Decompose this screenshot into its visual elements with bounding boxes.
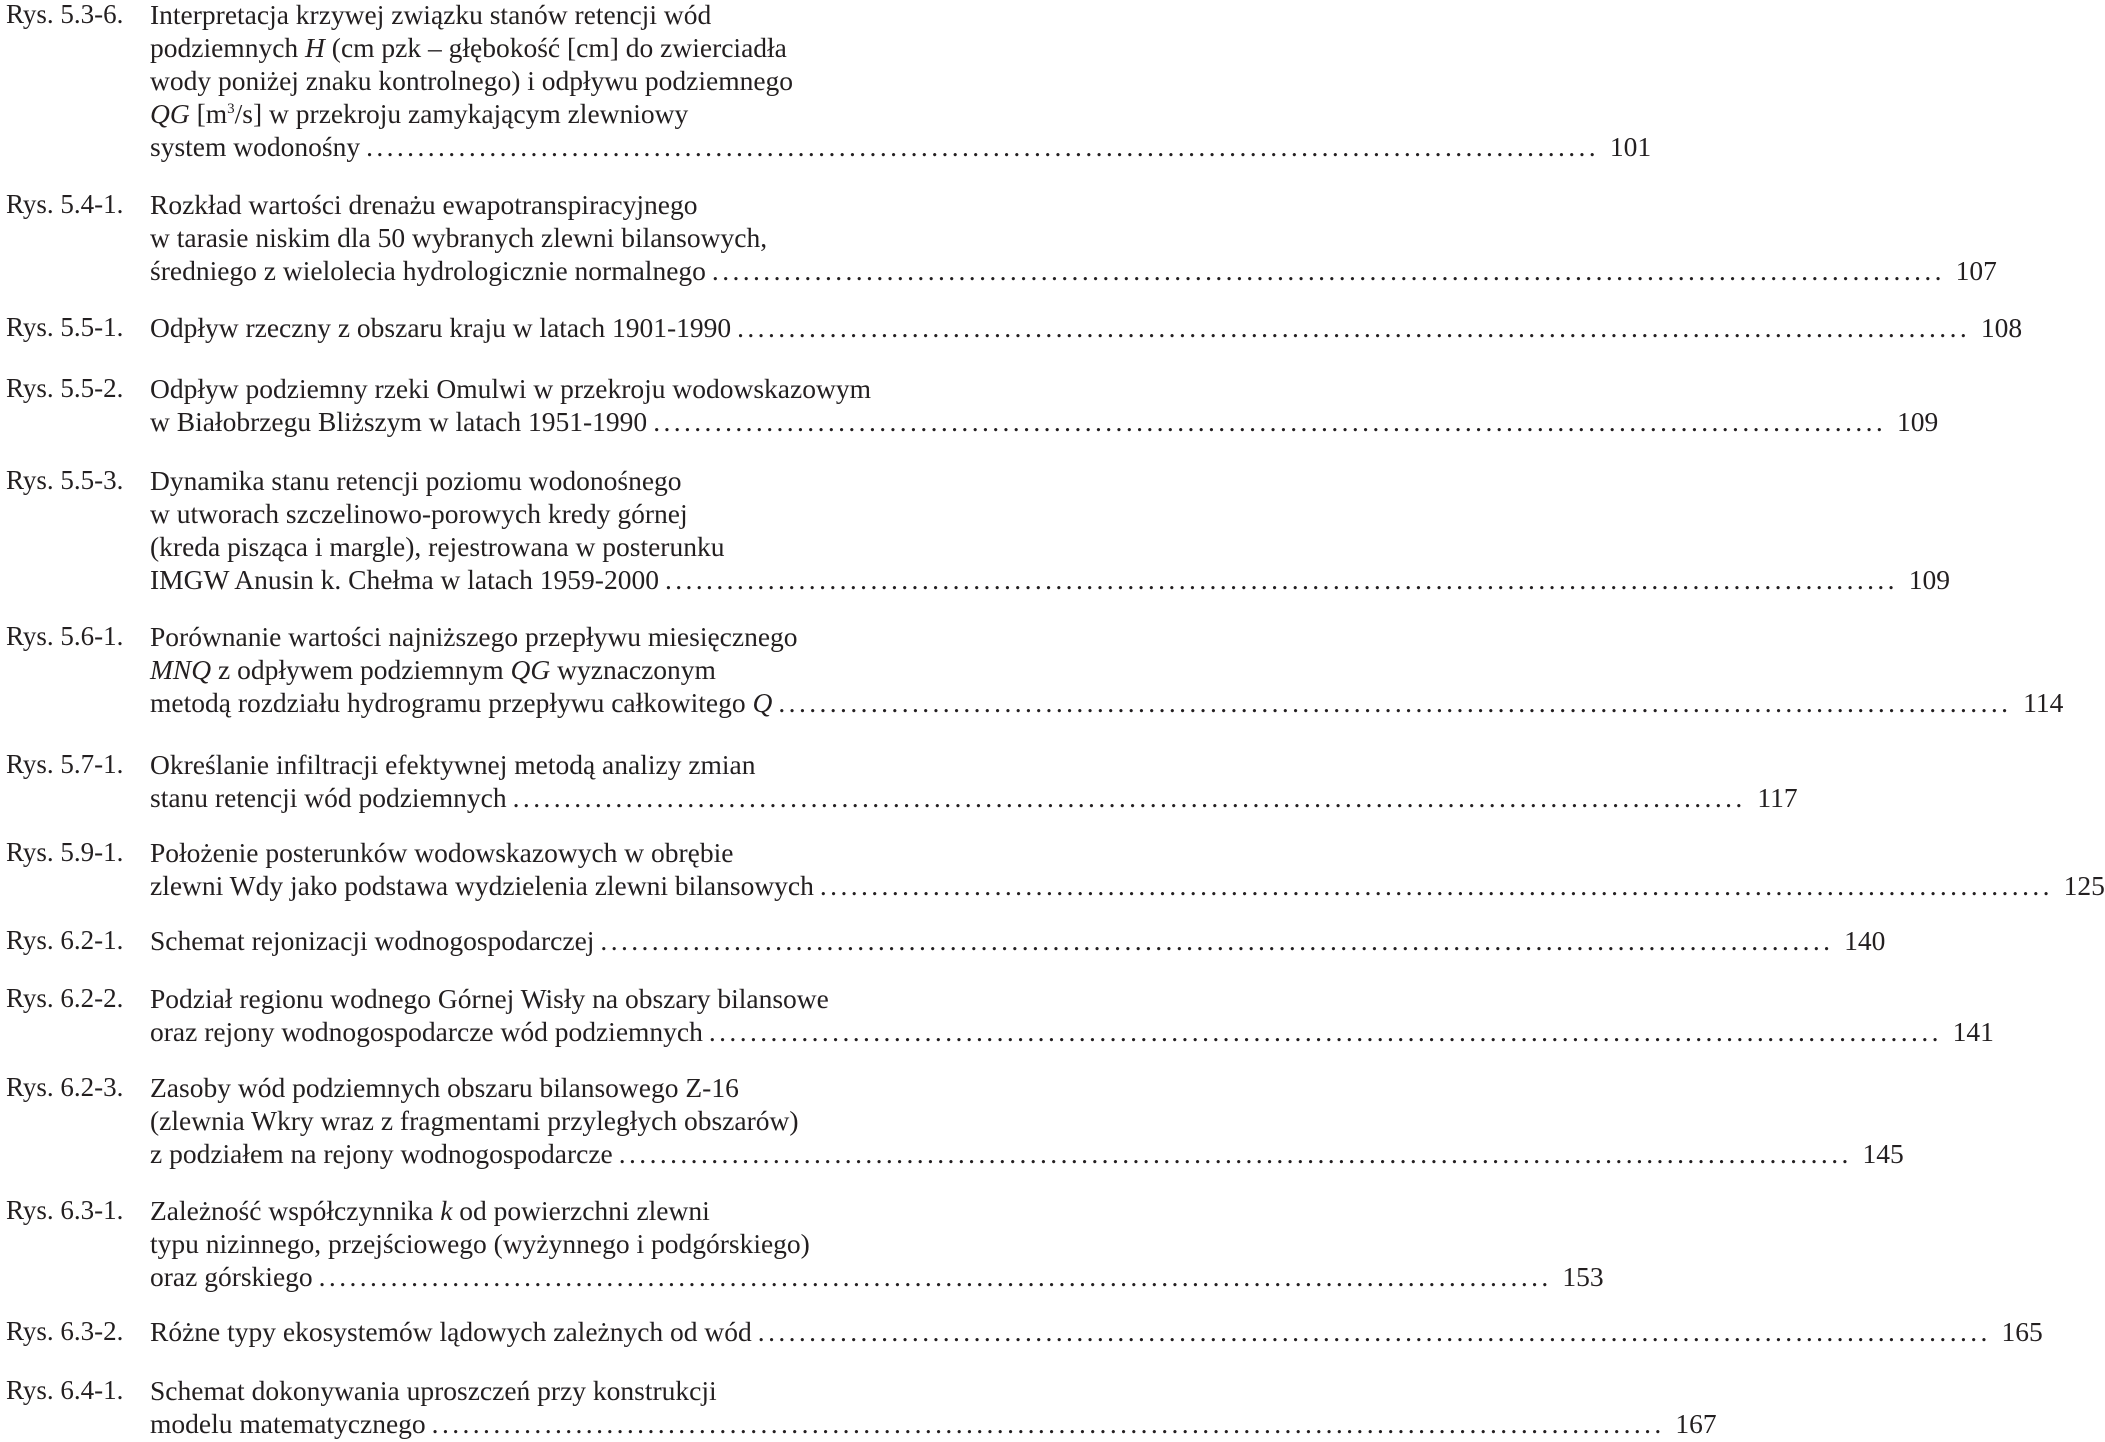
caption-line — [150, 1015, 1994, 1048]
figure-number: Rys. 5.4-1. — [6, 189, 124, 219]
dot-leader: ........................................................................................................................ — [711, 255, 1945, 286]
caption-text: stanu retencji wód podziemnych — [150, 782, 507, 813]
figure-number: Rys. 5.5-3. — [6, 465, 124, 495]
figure-caption — [150, 188, 1997, 287]
page-number: 125 — [2063, 870, 2105, 901]
caption-line: Określanie infiltracji efektywnej metodą analizy zmian — [150, 749, 756, 780]
figure-caption — [150, 1374, 1717, 1440]
dot-leader: ........................................................................................................................ — [819, 870, 2053, 901]
caption-line — [150, 563, 1950, 596]
figure-caption — [150, 372, 1939, 438]
caption-line: (zlewnia Wkry wraz z fragmentami przyległych obszarów) — [150, 1105, 799, 1136]
caption-line: podziemnych H (cm pzk – głębokość [cm] do zwierciadła — [150, 32, 787, 63]
page-number: 140 — [1844, 925, 1886, 956]
caption-text: Różne typy ekosystemów lądowych zależnych od wód — [150, 1316, 752, 1347]
page-number: 109 — [1896, 406, 1939, 437]
caption-line — [150, 254, 1997, 287]
caption-line — [150, 130, 1652, 163]
caption-line: Położenie posterunków wodowskazowych w obrębie — [150, 837, 734, 868]
page-number: 141 — [1952, 1016, 1994, 1047]
caption-line — [150, 686, 2064, 719]
caption-line — [150, 1315, 2043, 1348]
caption-line: wody poniżej znaku kontrolnego) i odpływu podziemnego — [150, 65, 794, 96]
caption-line: Rozkład wartości drenażu ewapotranspiracyjnego — [150, 189, 698, 220]
figure-number: Rys. 6.4-1. — [6, 1375, 124, 1405]
caption-line: w utworach szczelinowo-porowych kredy górnej — [150, 498, 688, 529]
figure-caption — [150, 1194, 1604, 1293]
caption-line — [150, 924, 1886, 957]
caption-line: MNQ z odpływem podziemnym QG wyznaczonym — [150, 654, 716, 685]
page-number: 145 — [1862, 1138, 1904, 1169]
page-number: 167 — [1675, 1408, 1717, 1439]
figure-number: Rys. 6.3-1. — [6, 1195, 124, 1225]
dot-leader: ........................................................................................................................ — [737, 312, 1971, 343]
caption-line — [150, 1260, 1604, 1293]
caption-line: w tarasie niskim dla 50 wybranych zlewni bilansowych, — [150, 222, 768, 253]
page-number: 101 — [1609, 131, 1652, 162]
figure-caption — [150, 1315, 2043, 1348]
figure-caption — [150, 311, 2023, 344]
figure-number: Rys. 6.2-2. — [6, 983, 124, 1013]
caption-text: modelu matematycznego — [150, 1408, 426, 1439]
caption-text: w Białobrzegu Bliższym w latach 1951-1990 — [150, 406, 648, 437]
figure-caption — [150, 836, 2105, 902]
caption-line: Dynamika stanu retencji poziomu wodonośnego — [150, 465, 682, 496]
page-number: 107 — [1955, 255, 1997, 286]
caption-text: średniego z wielolecia hydrologicznie normalnego — [150, 255, 706, 286]
caption-text: system wodonośny — [150, 131, 361, 162]
figure-caption — [150, 982, 1994, 1048]
dot-leader: ........................................................................................................................ — [431, 1408, 1665, 1439]
caption-line: Schemat dokonywania uproszczeń przy konstrukcji — [150, 1375, 717, 1406]
figure-caption — [150, 0, 1652, 163]
caption-text: z podziałem na rejony wodnogospodarcze — [150, 1138, 613, 1169]
caption-line: QG $[m^3/s]$ w przekroju zamykającym zlewniowy — [150, 98, 689, 129]
figure-number: Rys. 5.9-1. — [6, 837, 124, 867]
dot-leader: ........................................................................................................................ — [653, 406, 1887, 437]
dot-leader: ........................................................................................................................ — [757, 1316, 1991, 1347]
page-number: 153 — [1562, 1261, 1604, 1292]
dot-leader: ........................................................................................................................ — [708, 1016, 1942, 1047]
caption-text: metodą rozdziału hydrogramu przepływu całkowitego Q — [150, 687, 773, 718]
dot-leader: ........................................................................................................................ — [778, 687, 2012, 718]
figure-number: Rys. 6.3-2. — [6, 1316, 124, 1346]
caption-line: (kreda pisząca i margle), rejestrowana w posterunku — [150, 531, 725, 562]
figure-number: Rys. 5.3-6. — [6, 0, 124, 29]
caption-text: Odpływ rzeczny z obszaru kraju w latach 1901-1990 — [150, 312, 732, 343]
figure-number: Rys. 5.5-2. — [6, 373, 124, 403]
caption-line — [150, 405, 1939, 438]
figure-caption — [150, 620, 2064, 719]
dot-leader: ........................................................................................................................ — [618, 1138, 1852, 1169]
caption-line — [150, 311, 2023, 344]
figure-caption — [150, 464, 1950, 596]
page-number: 165 — [2001, 1316, 2043, 1347]
page-number: 109 — [1908, 564, 1950, 595]
caption-line: Zależność współczynnika k od powierzchni zlewni — [150, 1195, 710, 1226]
dot-leader: ........................................................................................................................ — [366, 131, 1600, 162]
caption-text: Schemat rejonizacji wodnogospodarczej — [150, 925, 595, 956]
caption-text: IMGW Anusin k. Chełma w latach 1959-2000 — [150, 564, 659, 595]
page-number: 108 — [1980, 312, 2023, 343]
caption-text: zlewni Wdy jako podstawa wydzielenia zlewni bilansowych — [150, 870, 814, 901]
figure-caption — [150, 748, 1798, 814]
caption-line: Porównanie wartości najniższego przepływu miesięcznego — [150, 621, 798, 652]
dot-leader: ........................................................................................................................ — [318, 1261, 1552, 1292]
caption-line: Interpretacja krzywej związku stanów retencji wód — [150, 0, 712, 30]
figure-number: Rys. 6.2-1. — [6, 925, 124, 955]
caption-line: typu nizinnego, przejściowego (wyżynnego i podgórskiego) — [150, 1228, 810, 1259]
dot-leader: ........................................................................................................................ — [512, 782, 1746, 813]
caption-line — [150, 1407, 1717, 1440]
figure-caption — [150, 1071, 1904, 1170]
figure-number: Rys. 5.6-1. — [6, 621, 124, 651]
figure-number: Rys. 5.5-1. — [6, 312, 124, 342]
caption-line: Odpływ podziemny rzeki Omulwi w przekroju wodowskazowym — [150, 373, 871, 404]
dot-leader: ........................................................................................................................ — [600, 925, 1834, 956]
caption-line — [150, 869, 2105, 902]
caption-line: Podział regionu wodnego Górnej Wisły na obszary bilansowe — [150, 983, 829, 1014]
caption-text: oraz górskiego — [150, 1261, 313, 1292]
page-number: 117 — [1757, 782, 1798, 813]
figure-number: Rys. 6.2-3. — [6, 1072, 124, 1102]
caption-line — [150, 781, 1798, 814]
page-number: 114 — [2023, 687, 2064, 718]
dot-leader: ........................................................................................................................ — [664, 564, 1898, 595]
figure-caption — [150, 924, 1886, 957]
caption-line: Zasoby wód podziemnych obszaru bilansowego Z-16 — [150, 1072, 739, 1103]
caption-line — [150, 1137, 1904, 1170]
figure-number: Rys. 5.7-1. — [6, 749, 124, 779]
caption-text: oraz rejony wodnogospodarcze wód podziemnych — [150, 1016, 703, 1047]
